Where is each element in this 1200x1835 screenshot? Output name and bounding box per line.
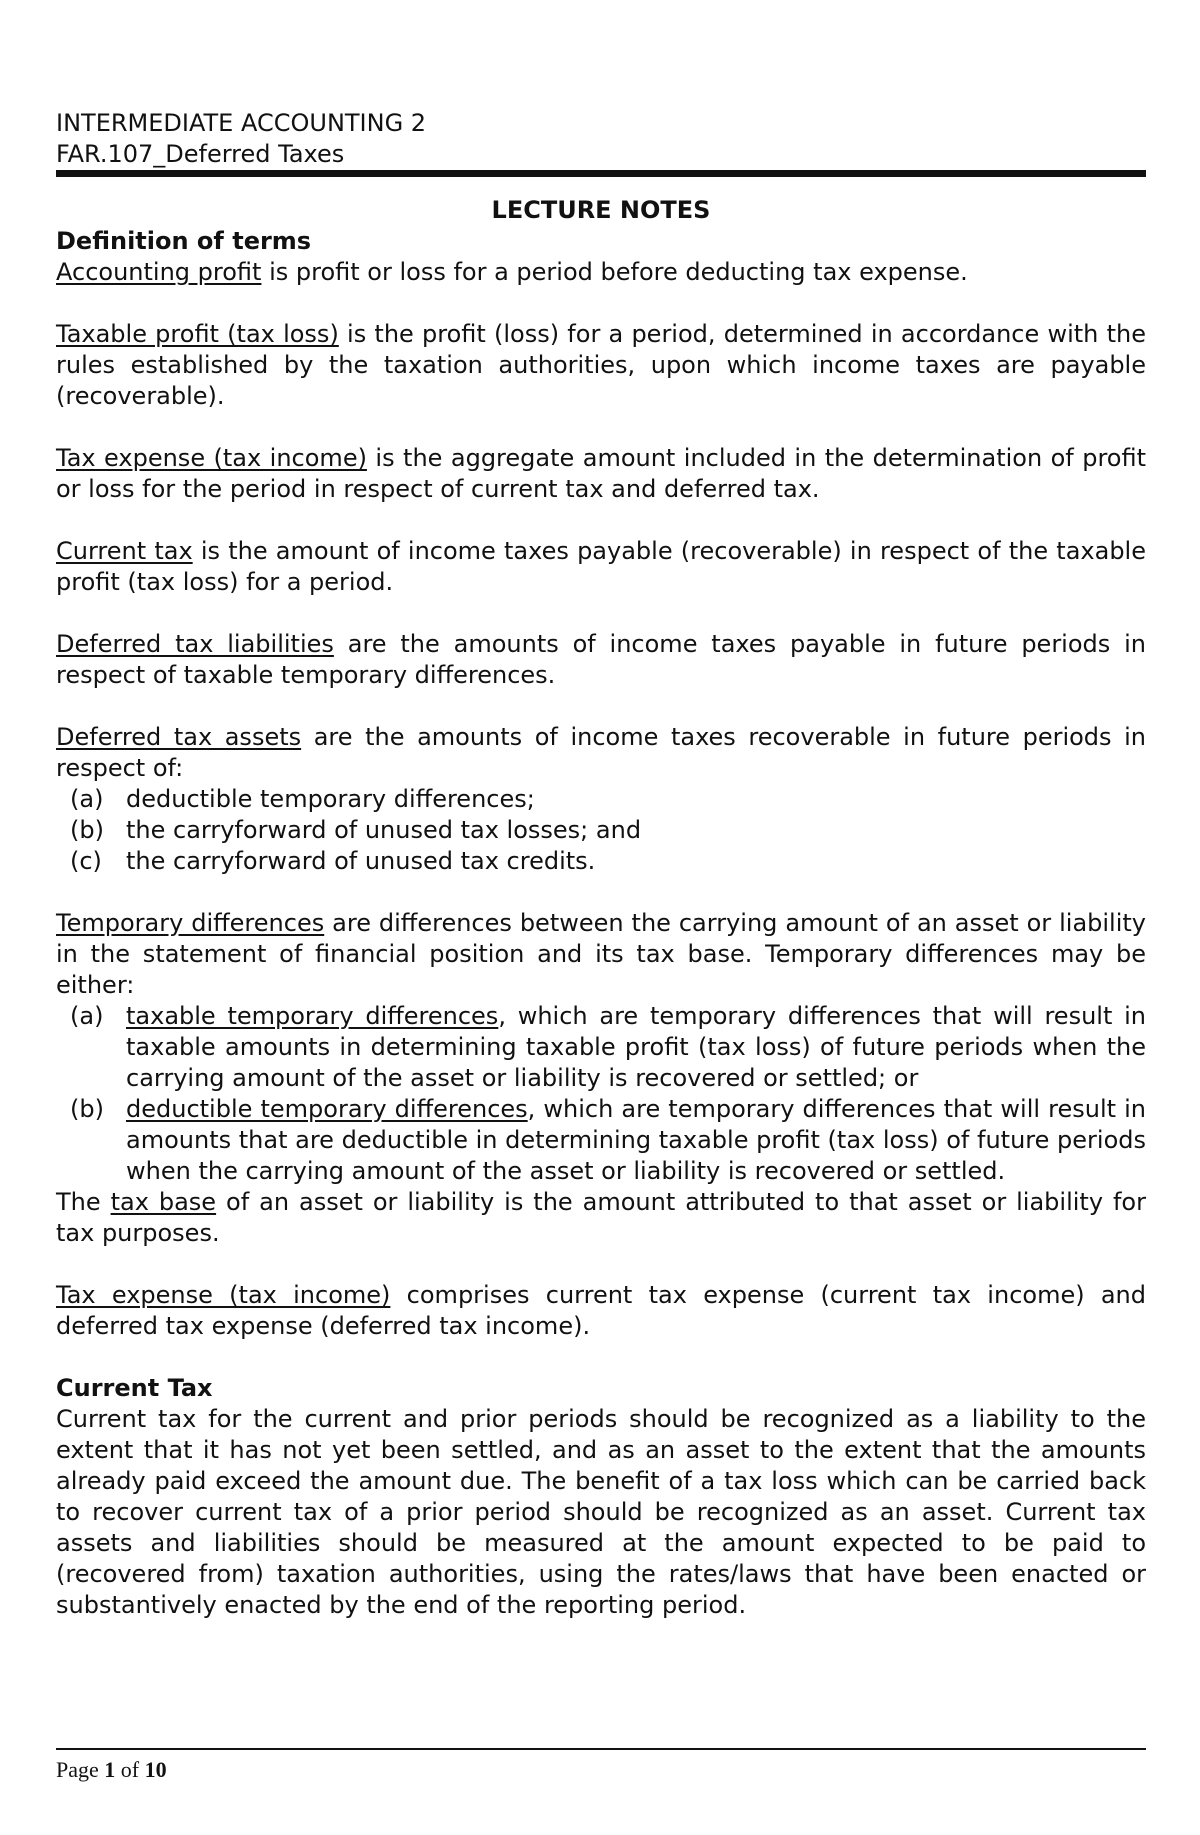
deferred-tax-assets-list	[56, 784, 1146, 877]
definitions-heading: Definition of terms	[56, 227, 312, 255]
page-footer	[56, 1756, 167, 1784]
definition-taxable-profit	[56, 319, 1146, 412]
page-number: 1	[104, 1757, 116, 1782]
document-body	[56, 195, 1146, 1621]
definition-tax-expense	[56, 443, 1146, 505]
page-title: LECTURE NOTES	[491, 196, 711, 224]
list-marker: (a)	[70, 785, 104, 813]
list-text	[126, 1001, 1146, 1094]
list-item	[56, 846, 1146, 877]
term: Taxable profit (tax loss)	[56, 320, 339, 348]
document-header	[56, 108, 1146, 170]
current-tax-paragraph: Current tax for the current and prior periods should be recognized as a liability to the extent that it has not yet been settled, and as an asset to the extent that the amounts already paid exceed the amount due. The benefit of a tax loss which can be carried back to recover current tax of a prior period should be recognized as an asset. Current tax assets and liabilities should be measured at the amount expected to be paid to (recovered from) taxation authorities, using the rates/laws that have been enacted or substantively enacted by the end of the reporting period.	[56, 1405, 1146, 1619]
list-text: the carryforward of unused tax losses; and	[126, 816, 642, 844]
definition-text: is the aggregate amount included in the determination of profit or loss for the period in respect of current tax and deferred tax.	[56, 444, 1146, 503]
definition-text: are differences between the carrying amount of an asset or liability in the statement of financial position and its tax base. Temporary differences may be either:	[56, 909, 1147, 999]
list-marker: (a)	[70, 1002, 104, 1030]
list-item	[56, 815, 1146, 846]
list-marker: (b)	[70, 1095, 104, 1123]
prefix-text: The	[56, 1188, 111, 1216]
current-tax-heading: Current Tax	[56, 1374, 213, 1402]
term: taxable temporary differences	[126, 1002, 499, 1030]
topic-title: FAR.107_Deferred Taxes	[56, 140, 345, 168]
total-pages: 10	[144, 1757, 167, 1782]
list-text: the carryforward of unused tax credits.	[126, 847, 596, 875]
list-text	[126, 1094, 1146, 1187]
definition-text: is profit or loss for a period before deducting tax expense.	[261, 258, 968, 286]
definition-text: are the amounts of income taxes payable in future periods in respect of taxable temporary differences.	[56, 630, 1147, 689]
term: Deferred tax liabilities	[56, 630, 334, 658]
definition-current-tax	[56, 536, 1146, 598]
definition-text: of an asset or liability is the amount attributed to that asset or liability for tax purposes.	[56, 1188, 1146, 1247]
term: tax base	[110, 1188, 217, 1216]
term: Tax expense (tax income)	[56, 1281, 391, 1309]
list-item	[56, 784, 1146, 815]
definition-temporary-differences	[56, 908, 1146, 1001]
list-item	[56, 1094, 1146, 1187]
document-page	[56, 0, 1146, 1835]
definition-text: are the amounts of income taxes recoverable in future periods in respect of:	[56, 723, 1147, 782]
definition-text: is the amount of income taxes payable (recoverable) in respect of the taxable profit (tax loss) for a period.	[56, 537, 1146, 596]
term: Tax expense (tax income)	[56, 444, 367, 472]
term: Current tax	[56, 537, 193, 565]
list-item	[56, 1001, 1146, 1094]
list-marker: (b)	[70, 816, 104, 844]
definition-text: , which are temporary differences that will result in amounts that are deductible in determining taxable profit (tax loss) of future periods when the carrying amount of the asset or liability is recovered or settled.	[126, 1095, 1146, 1185]
definition-tax-expense-comprises	[56, 1280, 1146, 1342]
page-word: Page	[56, 1757, 99, 1782]
footer-rule	[56, 1748, 1146, 1750]
term: deductible temporary differences	[126, 1095, 528, 1123]
temporary-differences-list	[56, 1001, 1146, 1187]
definition-text: is the profit (loss) for a period, determined in accordance with the rules established by the taxation authorities, upon which income taxes are payable (recoverable).	[56, 320, 1146, 410]
definition-text: comprises current tax expense (current tax income) and deferred tax expense (deferred tax income).	[56, 1281, 1147, 1340]
definition-accounting-profit	[56, 257, 1146, 288]
term: Accounting profit	[56, 258, 262, 286]
term: Deferred tax assets	[56, 723, 302, 751]
header-rule	[56, 170, 1146, 177]
definition-text: , which are temporary differences that will result in taxable amounts in determining taxable profit (tax loss) of future periods when the carrying amount of the asset or liability is recovered or settled; or	[126, 1002, 1147, 1092]
definition-deferred-tax-assets	[56, 722, 1146, 784]
definition-tax-base	[56, 1187, 1146, 1249]
course-title: INTERMEDIATE ACCOUNTING 2	[56, 109, 427, 137]
of-word: of	[120, 1757, 140, 1782]
list-text: deductible temporary differences;	[126, 785, 535, 813]
term: Temporary differences	[56, 909, 325, 937]
definition-deferred-tax-liabilities	[56, 629, 1146, 691]
list-marker: (c)	[70, 847, 102, 875]
